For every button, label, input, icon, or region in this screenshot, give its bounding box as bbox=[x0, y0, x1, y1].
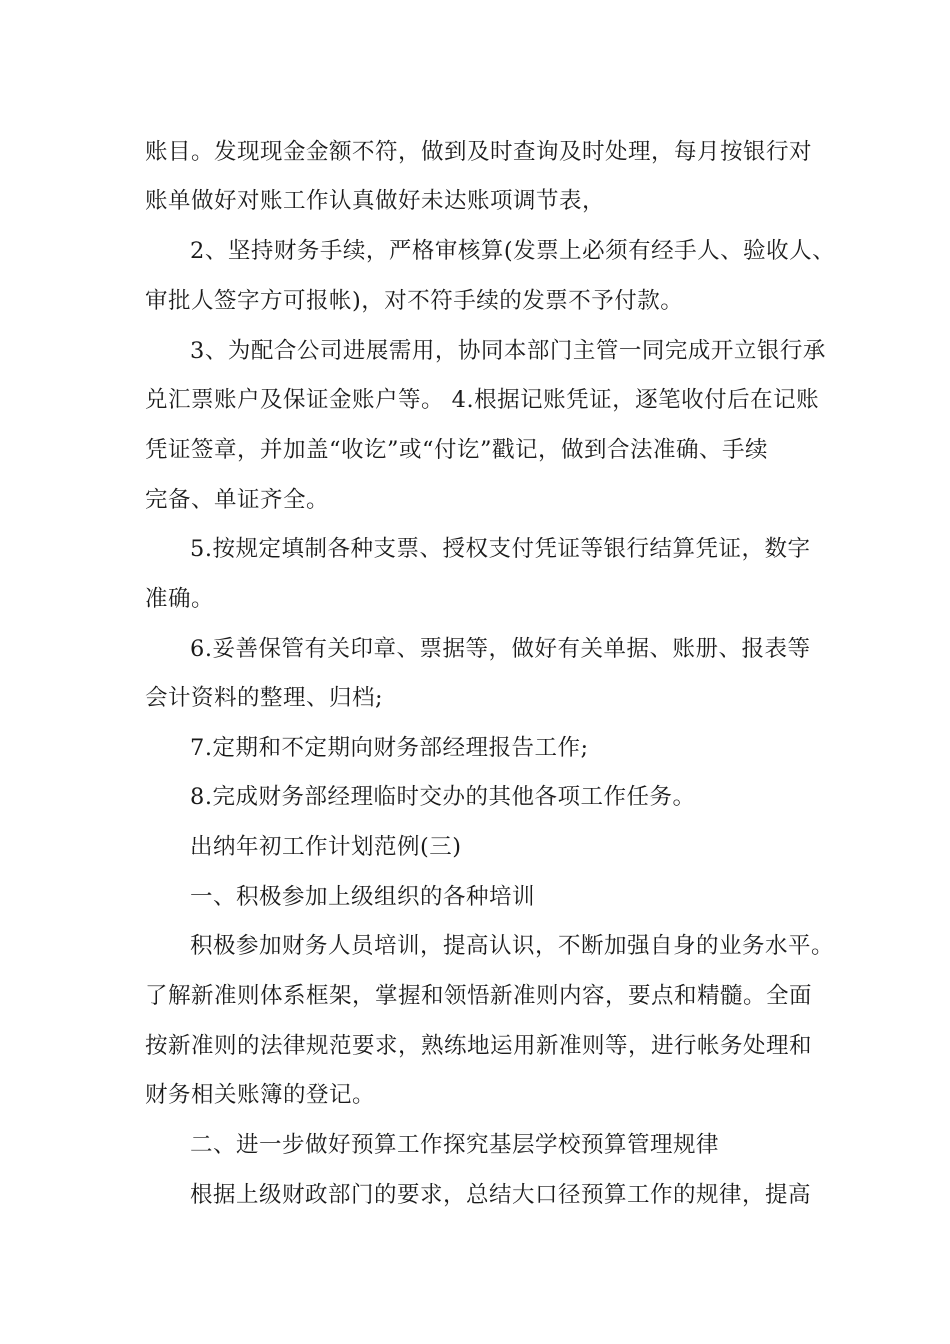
section-heading: 二、进一步做好预算工作探究基层学校预算管理规律 bbox=[190, 1132, 720, 1158]
text-line: 完备、单证齐全。 bbox=[145, 487, 330, 513]
text-line: 积极参加财务人员培训，提高认识，不断加强自身的业务水平。 bbox=[190, 933, 835, 959]
text-line: 了解新准则体系框架，掌握和领悟新准则内容，要点和精髓。全面 bbox=[145, 983, 813, 1009]
text-line: 审批人签字方可报帐)，对不符手续的发票不予付款。 bbox=[145, 288, 684, 314]
text-line: 财务相关账簿的登记。 bbox=[145, 1082, 376, 1108]
text-line: 7.定期和不定期向财务部经理报告工作; bbox=[190, 735, 589, 761]
text-line: 兑汇票账户及保证金账户等。 4.根据记账凭证，逐笔收付后在记账 bbox=[145, 387, 820, 413]
text-line: 凭证签章，并加盖“收讫”或“付讫”戳记，做到合法准确、手续 bbox=[145, 437, 769, 463]
text-line: 5.按规定填制各种支票、授权支付凭证等银行结算凭证，数字 bbox=[190, 536, 811, 562]
section-heading: 一、积极参加上级组织的各种培训 bbox=[190, 884, 536, 910]
text-line: 准确。 bbox=[145, 586, 215, 612]
text-line: 账单做好对账工作认真做好未达账项调节表， bbox=[145, 188, 606, 214]
text-line: 账目。发现现金金额不符，做到及时查询及时处理，每月按银行对 bbox=[145, 139, 813, 165]
text-line: 8.完成财务部经理临时交办的其他各项工作任务。 bbox=[190, 784, 696, 810]
section-heading: 出纳年初工作计划范例(三) bbox=[190, 834, 462, 860]
text-line: 6.妥善保管有关印章、票据等，做好有关单据、账册、报表等 bbox=[190, 636, 811, 662]
text-line: 3、为配合公司进展需用，协同本部门主管一同完成开立银行承 bbox=[190, 338, 826, 364]
text-line: 会计资料的整理、归档; bbox=[145, 685, 384, 711]
text-line: 根据上级财政部门的要求，总结大口径预算工作的规律，提高 bbox=[190, 1182, 812, 1208]
text-line: 2、坚持财务手续，严格审核算(发票上必须有经手人、验收人、 bbox=[190, 238, 836, 264]
text-line: 按新准则的法律规范要求，熟练地运用新准则等，进行帐务处理和 bbox=[145, 1033, 813, 1059]
